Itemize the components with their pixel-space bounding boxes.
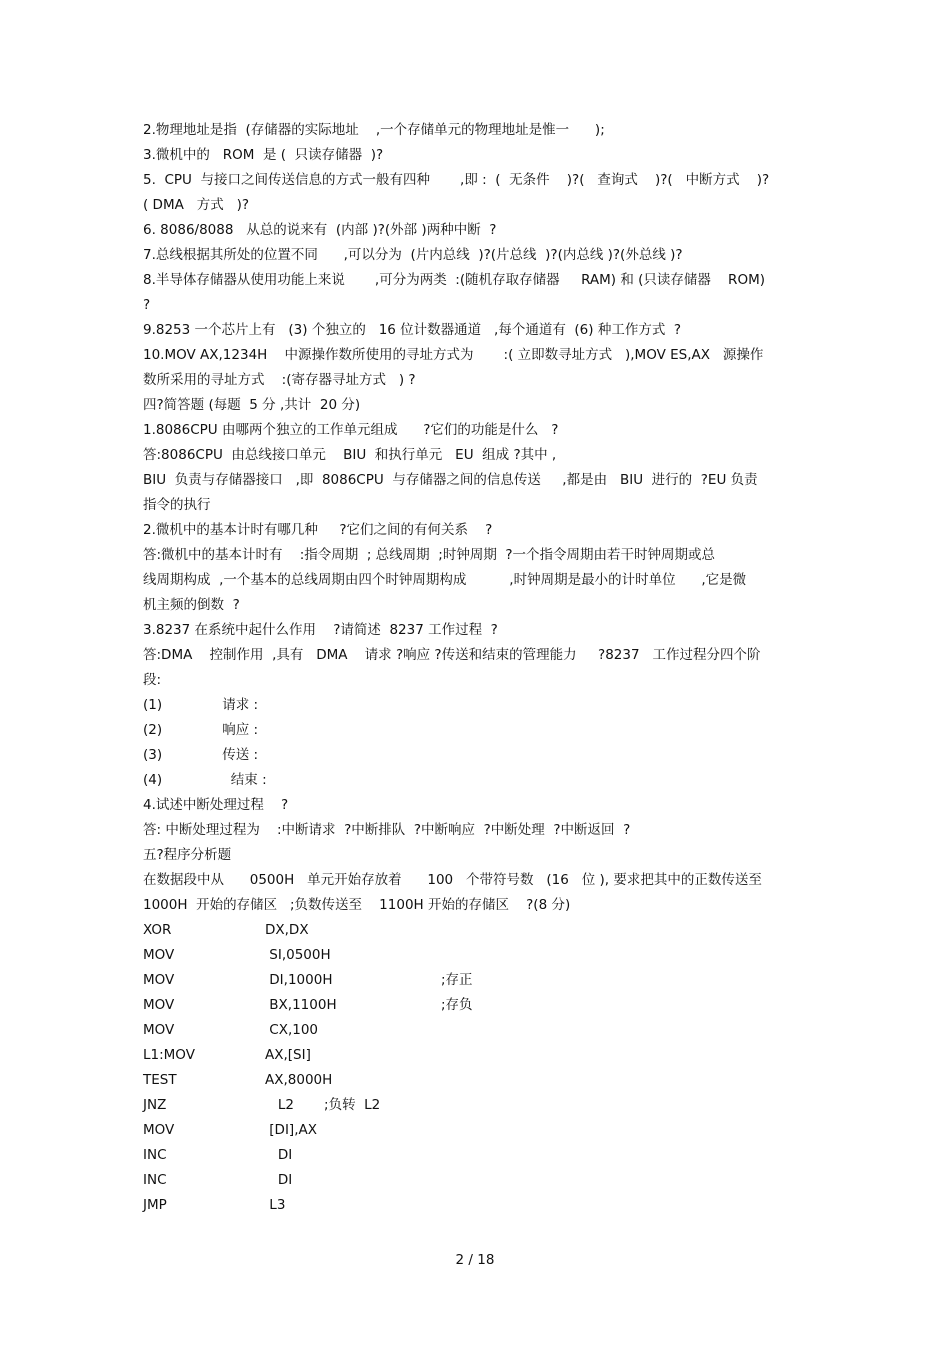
text-line: 3.微机中的 ROM 是 ( 只读存储器 )? (143, 147, 384, 163)
text-line: 6. 8086/8088 从总的说来有 (内部 )?(外部 )两种中断 ? (143, 222, 497, 238)
text-line: 线周期构成 ,一个基本的总线周期由四个时钟周期构成 ,时钟周期是最小的计时单位 ,它是微 (143, 572, 747, 588)
code-line (143, 1193, 811, 1218)
text-line: ? (143, 297, 151, 313)
code-line (143, 968, 811, 993)
code-opcode: MOV (143, 972, 175, 988)
code-operand: DI (265, 1147, 293, 1163)
code-line (143, 943, 811, 968)
text-line: 段: (143, 672, 162, 688)
code-line (143, 1068, 811, 1093)
text-line: (1) 请求 : (143, 697, 259, 713)
code-operand: [DI],AX (265, 1122, 317, 1138)
code-opcode: INC (143, 1147, 167, 1163)
code-line (143, 1143, 811, 1168)
code-opcode: L1:MOV (143, 1047, 195, 1063)
text-line: 答:8086CPU 由总线接口单元 BIU 和执行单元 EU 组成 ?其中 , (143, 447, 557, 463)
text-line: 在数据段中从 0500H 单元开始存放着 100 个带符号数 (16 位 ), 要求把其中的正数传送至 (143, 872, 762, 888)
text-line: 1000H 开始的存储区 ;负数传送至 1100H 开始的存储区 ?(8 分) (143, 897, 571, 913)
text-line: BIU 负责与存储器接口 ,即 8086CPU 与存储器之间的信息传送 ,都是由 BIU 进行的 ?EU 负责 (143, 472, 758, 488)
code-line (143, 1043, 811, 1068)
code-opcode: INC (143, 1172, 167, 1188)
text-line: (4) 结束 : (143, 772, 267, 788)
code-comment: ;存负 (441, 997, 473, 1013)
code-line (143, 993, 811, 1018)
code-opcode: JNZ (143, 1097, 167, 1113)
text-line: 2.微机中的基本计时有哪几种 ?它们之间的有何关系 ? (143, 522, 493, 538)
text-line: 答:DMA 控制作用 ,具有 DMA 请求 ?响应 ?传送和结束的管理能力 ?8237 工作过程分四个阶 (143, 647, 761, 663)
text-line: 8.半导体存储器从使用功能上来说 ,可分为两类 :(随机存取存储器 RAM) 和 (只读存储器 ROM) (143, 272, 765, 288)
text-line: 3.8237 在系统中起什么作用 ?请简述 8237 工作过程 ? (143, 622, 498, 638)
text-line: 4.试述中断处理过程 ? (143, 797, 289, 813)
code-operand: DI,1000H (265, 972, 333, 988)
code-line (143, 1168, 811, 1193)
text-line: 5. CPU 与接口之间传送信息的方式一般有四种 ,即 : ( 无条件 )?( 查询式 )?( 中断方式 )? (143, 172, 770, 188)
code-line (143, 1018, 811, 1043)
code-opcode: MOV (143, 1022, 175, 1038)
code-operand: SI,0500H (265, 947, 331, 963)
code-opcode: MOV (143, 1122, 175, 1138)
text-line: 9.8253 一个芯片上有 (3) 个独立的 16 位计数器通道 ,每个通道有 (6) 种工作方式 ? (143, 322, 682, 338)
code-operand: AX,8000H (265, 1072, 333, 1088)
code-operand: BX,1100H (265, 997, 337, 1013)
text-line: 四?简答题 (每题 5 分 ,共计 20 分) (143, 397, 361, 413)
code-operand: DX,DX (265, 922, 309, 938)
text-line: 数所采用的寻址方式 :(寄存器寻址方式 ) ? (143, 372, 416, 388)
code-opcode: MOV (143, 997, 175, 1013)
code-comment: ;存正 (441, 972, 473, 988)
text-line: (2) 响应 : (143, 722, 259, 738)
text-line: 答:微机中的基本计时有 :指令周期 ; 总线周期 ;时钟周期 ?一个指令周期由若干时钟周期或总 (143, 547, 716, 563)
text-line: ( DMA 方式 )? (143, 197, 250, 213)
page-number: 2 / 18 (455, 1252, 495, 1268)
text-line: 机主频的倒数 ? (143, 597, 240, 613)
text-line: 2.物理地址是指 (存储器的实际地址 ,一个存储单元的物理地址是惟一 ); (143, 122, 605, 138)
code-opcode: XOR (143, 922, 172, 938)
code-operand: CX,100 (265, 1022, 319, 1038)
code-opcode: MOV (143, 947, 175, 963)
code-line (143, 1093, 811, 1118)
page-content (143, 118, 811, 1218)
code-listing (143, 918, 811, 1218)
code-line (143, 1118, 811, 1143)
text-line: 答: 中断处理过程为 :中断请求 ?中断排队 ?中断响应 ?中断处理 ?中断返回 ? (143, 822, 631, 838)
text-line: 指令的执行 (143, 497, 211, 513)
text-block (143, 118, 811, 918)
code-operand: L3 (265, 1197, 286, 1213)
code-operand: DI (265, 1172, 293, 1188)
code-opcode: TEST (143, 1072, 177, 1088)
text-line: 7.总线根据其所处的位置不同 ,可以分为 (片内总线 )?(片总线 )?(内总线 )?(外总线 )? (143, 247, 683, 263)
text-line: 1.8086CPU 由哪两个独立的工作单元组成 ?它们的功能是什么 ? (143, 422, 559, 438)
code-line (143, 918, 811, 943)
code-operand: AX,[SI] (265, 1047, 311, 1063)
code-operand: L2 ;负转 L2 (265, 1097, 381, 1113)
code-opcode: JMP (143, 1197, 167, 1213)
text-line: (3) 传送 : (143, 747, 259, 763)
text-line: 五?程序分析题 (143, 847, 232, 863)
text-line: 10.MOV AX,1234H 中源操作数所使用的寻址方式为 :( 立即数寻址方式 ),MOV ES,AX 源操作 (143, 347, 764, 363)
